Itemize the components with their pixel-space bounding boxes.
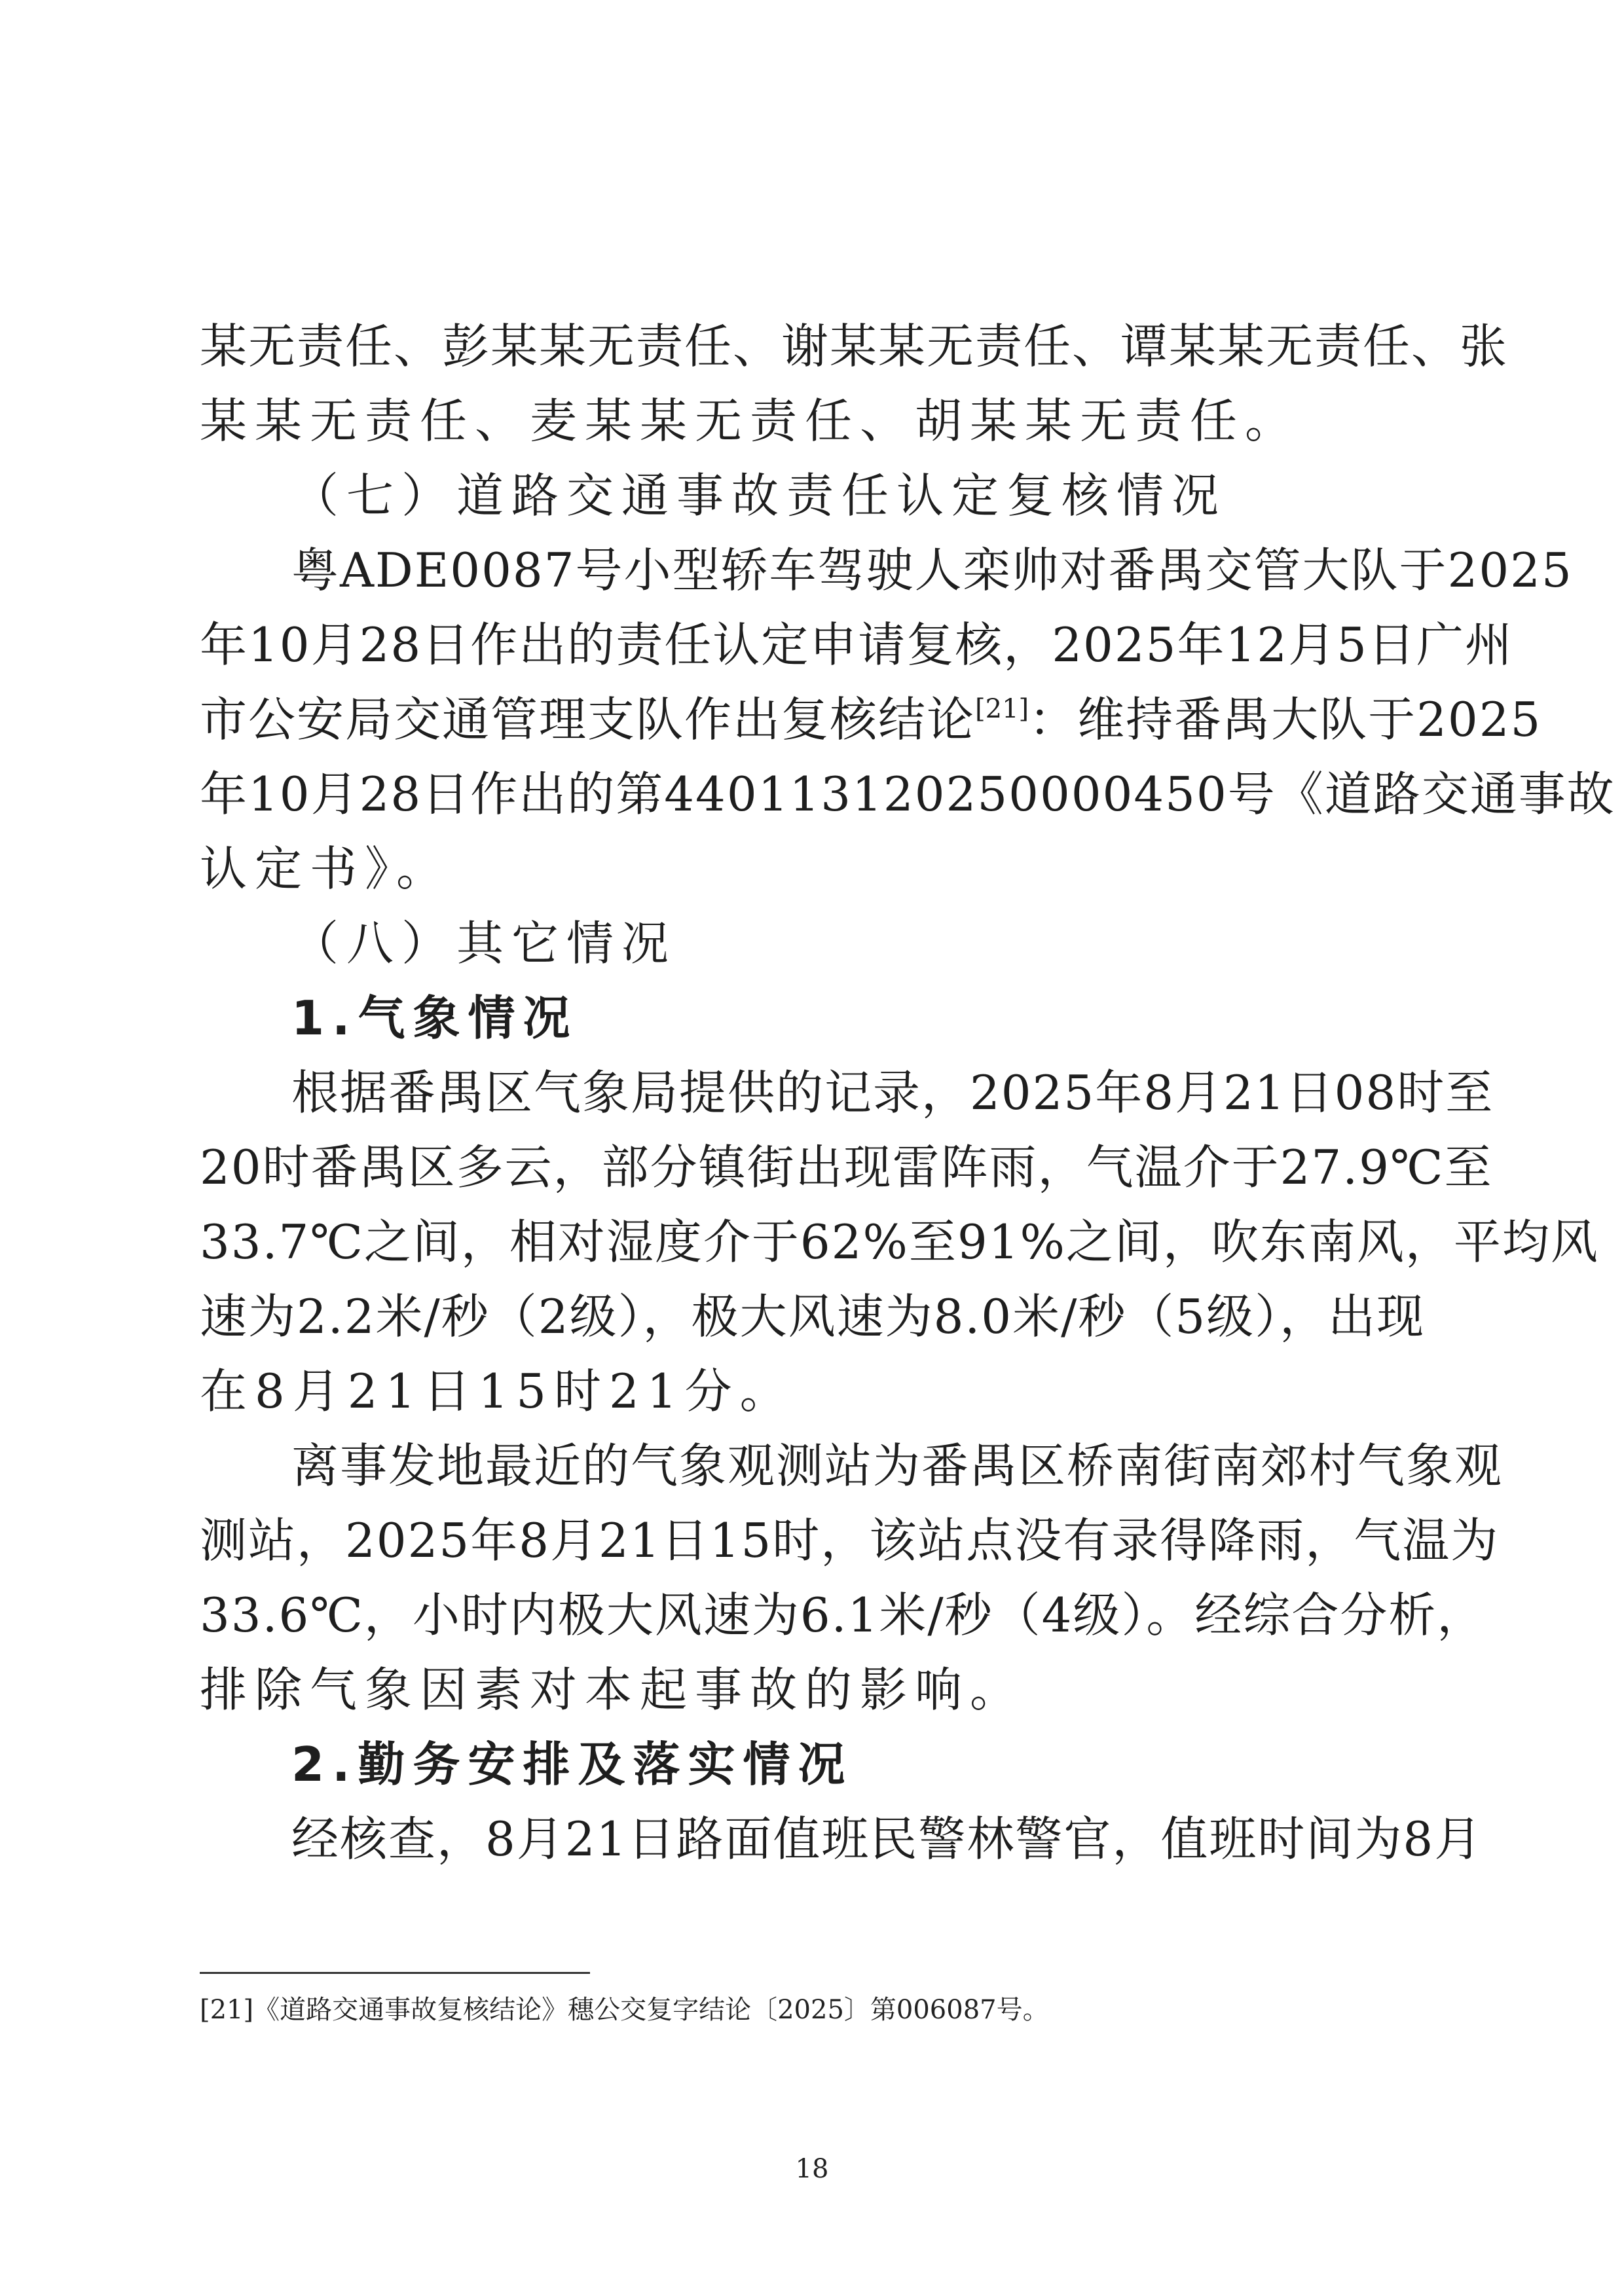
- footnote-separator: [200, 1972, 590, 1974]
- footnote-text: [21]《道路交通事故复核结论》穗公交复字结论〔2025〕第006087号。: [200, 1995, 1049, 2025]
- body-line: 20时番禺区多云，部分镇街出现雷阵雨，气温介于27.9℃至: [200, 1140, 1493, 1195]
- subheading-weather: 1.气象情况: [291, 991, 578, 1046]
- body-line-part: 市公安局交通管理支队作出复核结论: [200, 692, 976, 747]
- section-heading-review: （七）道路交通事故责任认定复核情况: [291, 468, 1227, 523]
- body-line: 粤ADE0087号小型轿车驾驶人栾帅对番禺交管大队于2025: [291, 543, 1573, 598]
- body-line: 测站，2025年8月21日15时，该站点没有录得降雨，气温为: [200, 1513, 1500, 1568]
- body-line: 经核查，8月21日路面值班民警林警官，值班时间为8月: [291, 1812, 1483, 1867]
- body-line: 根据番禺区气象局提供的记录，2025年8月21日08时至: [291, 1065, 1494, 1120]
- body-line: 某某无责任、麦某某无责任、胡某某无责任。: [200, 393, 1301, 448]
- body-line: 速为2.2米/秒（2级），极大风速为8.0米/秒（5级），出现: [200, 1289, 1426, 1344]
- footnote-reference[interactable]: [21]: [975, 694, 1029, 724]
- page-number: 18: [795, 2154, 829, 2184]
- body-line: 排除气象因素对本起事故的影响。: [200, 1662, 1025, 1717]
- body-line: 离事发地最近的气象观测站为番禺区桥南街南郊村气象观: [291, 1438, 1504, 1493]
- body-line: 在8月21日15时21分。: [200, 1364, 795, 1419]
- body-line-with-footnote: [200, 681, 1542, 758]
- body-line: 年10月28日作出的责任认定申请复核，2025年12月5日广州: [200, 617, 1513, 672]
- body-line: 某无责任、彭某某无责任、谢某某无责任、谭某某无责任、张: [200, 319, 1509, 374]
- body-line: 年10月28日作出的第440113120250000450号《道路交通事故: [200, 767, 1615, 822]
- subheading-duty: 2.勤务安排及落实情况: [291, 1737, 853, 1792]
- body-line: 33.6℃，小时内极大风速为6.1米/秒（4级）。经综合分析，: [200, 1588, 1486, 1643]
- body-line: 认定书》。: [200, 841, 452, 896]
- section-heading-other: （八）其它情况: [291, 916, 677, 971]
- body-line: 33.7℃之间，相对湿度介于62%至91%之间，吹东南风，平均风: [200, 1214, 1599, 1269]
- body-line-part: ：维持番禺大队于2025: [1029, 692, 1542, 747]
